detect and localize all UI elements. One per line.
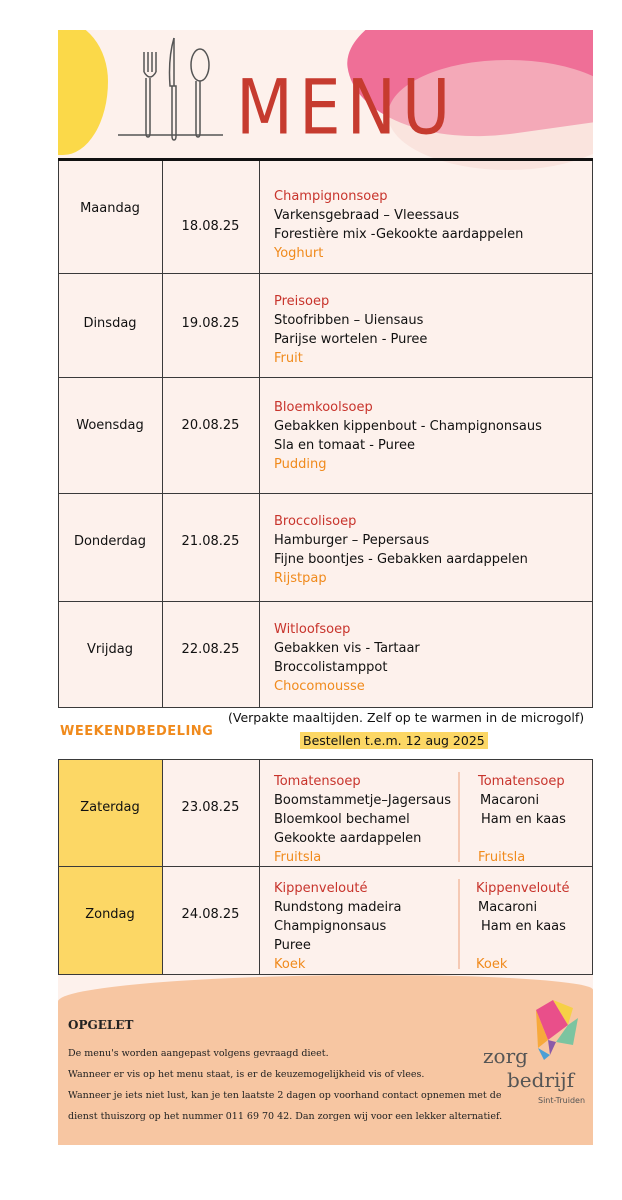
dessert: Rijstpap bbox=[274, 571, 327, 586]
day-cell bbox=[58, 378, 162, 493]
table-row bbox=[58, 867, 593, 975]
dishes bbox=[274, 879, 401, 974]
date-label: 18.08.25 bbox=[181, 219, 240, 234]
dishes bbox=[274, 512, 528, 588]
column-divider bbox=[458, 772, 460, 862]
main-dish: Rundstong madeira bbox=[274, 900, 402, 915]
dishes bbox=[274, 187, 523, 263]
day-label: Zondag bbox=[85, 907, 135, 922]
main-dish: Gebakken kippenbout - Champignonsaus bbox=[274, 419, 542, 434]
main-dish: Varkensgebraad – Vleessaus bbox=[274, 208, 460, 223]
main-dish: Gebakken vis - Tartaar bbox=[274, 641, 420, 656]
date-cell bbox=[162, 161, 259, 273]
table-row bbox=[58, 759, 593, 867]
table-row bbox=[58, 274, 593, 378]
page-title: MENU bbox=[236, 63, 457, 152]
table-row bbox=[58, 378, 593, 494]
alternative-dishes bbox=[476, 879, 569, 974]
soup: Kippenvelouté bbox=[476, 881, 570, 896]
spacer bbox=[478, 829, 566, 848]
dessert: Koek bbox=[274, 957, 306, 972]
date-label: 20.08.25 bbox=[181, 418, 240, 433]
dishes bbox=[274, 292, 427, 368]
dessert: Fruitsla bbox=[274, 850, 322, 865]
alternative-dishes bbox=[478, 772, 566, 867]
day-label: Maandag bbox=[80, 201, 140, 216]
main-dish: Parijse wortelen - Puree bbox=[274, 332, 428, 347]
weekend-label: WEEKENDBEDELING bbox=[60, 724, 214, 739]
dessert: Pudding bbox=[274, 457, 327, 472]
spacer bbox=[476, 936, 569, 955]
main-dish: Hamburger – Pepersaus bbox=[274, 533, 430, 548]
date-label: 23.08.25 bbox=[181, 800, 240, 815]
day-label: Dinsdag bbox=[83, 316, 137, 331]
dessert: Yoghurt bbox=[274, 246, 324, 261]
order-deadline: Bestellen t.e.m. 12 aug 2025 bbox=[300, 732, 488, 749]
main-dish: Macaroni bbox=[480, 793, 540, 808]
logo-subtitle: Sint-Truiden bbox=[538, 1096, 586, 1105]
date-label: 24.08.25 bbox=[181, 907, 240, 922]
main-dish: Stoofribben – Uiensaus bbox=[274, 313, 424, 328]
soup: Bloemkoolsoep bbox=[274, 400, 373, 415]
dessert: Fruit bbox=[274, 351, 303, 366]
date-cell bbox=[162, 378, 259, 493]
dessert: Koek bbox=[476, 957, 508, 972]
day-label: Woensdag bbox=[76, 418, 144, 433]
day-cell bbox=[58, 161, 162, 273]
notice-title: OPGELET bbox=[68, 1018, 134, 1032]
date-label: 22.08.25 bbox=[181, 642, 240, 657]
date-label: 21.08.25 bbox=[181, 534, 240, 549]
day-label: Zaterdag bbox=[80, 800, 140, 815]
soup: Witloofsoep bbox=[274, 622, 351, 637]
menu-page bbox=[58, 30, 593, 1145]
main-dish: Champignonsaus bbox=[274, 919, 387, 934]
dessert: Fruitsla bbox=[478, 850, 526, 865]
logo-word-bedrijf: bedrijf bbox=[507, 1068, 575, 1092]
column-divider bbox=[458, 879, 460, 969]
day-label: Vrijdag bbox=[87, 642, 133, 657]
dishes bbox=[274, 398, 542, 474]
main-dish: Puree bbox=[274, 938, 311, 953]
main-dish: Broccolistamppot bbox=[274, 660, 388, 675]
main-dish: Ham en kaas bbox=[481, 812, 566, 827]
main-dish: Ham en kaas bbox=[481, 919, 566, 934]
weekend-note: (Verpakte maaltijden. Zelf op te warmen in de microgolf) bbox=[228, 710, 585, 725]
notice-line: dienst thuiszorg op het nummer 011 69 70 42. Dan zorgen wij voor een lekker alternatief. bbox=[68, 1111, 503, 1122]
main-dish: Gekookte aardappelen bbox=[274, 831, 422, 846]
soup: Tomatensoep bbox=[274, 774, 361, 789]
soup: Preisoep bbox=[274, 294, 330, 309]
notice-line: Wanneer er vis op het menu staat, is er de keuzemogelijkheid vis of vlees. bbox=[68, 1069, 425, 1080]
dishes bbox=[274, 772, 451, 867]
dishes bbox=[274, 620, 420, 696]
notice-line: Wanneer je iets niet lust, kan je ten laatste 2 dagen op voorhand contact opnemen met de bbox=[68, 1090, 502, 1101]
main-dish: Macaroni bbox=[478, 900, 538, 915]
logo-word-zorg: zorg bbox=[483, 1044, 528, 1068]
menu-header bbox=[58, 30, 593, 158]
main-dish: Fijne boontjes - Gebakken aardappelen bbox=[274, 552, 528, 567]
soup: Broccolisoep bbox=[274, 514, 357, 529]
main-dish: Boomstammetje–Jagersaus bbox=[274, 793, 452, 808]
soup: Champignonsoep bbox=[274, 189, 388, 204]
notice-line: De menu's worden aangepast volgens gevraagd dieet. bbox=[68, 1048, 329, 1059]
main-dish: Bloemkool bechamel bbox=[274, 812, 410, 827]
cutlery-icon bbox=[118, 30, 228, 150]
main-dish: Forestière mix -Gekookte aardappelen bbox=[274, 227, 524, 242]
date-label: 19.08.25 bbox=[181, 316, 240, 331]
main-dish: Sla en tomaat - Puree bbox=[274, 438, 415, 453]
soup: Kippenvelouté bbox=[274, 881, 368, 896]
table-row bbox=[58, 161, 593, 274]
yellow-decoration bbox=[58, 30, 108, 155]
soup: Tomatensoep bbox=[478, 774, 565, 789]
weekend-banner bbox=[58, 708, 593, 759]
day-label: Donderdag bbox=[73, 534, 147, 549]
table-row bbox=[58, 602, 593, 708]
dessert: Chocomousse bbox=[274, 679, 365, 694]
table-row bbox=[58, 494, 593, 602]
